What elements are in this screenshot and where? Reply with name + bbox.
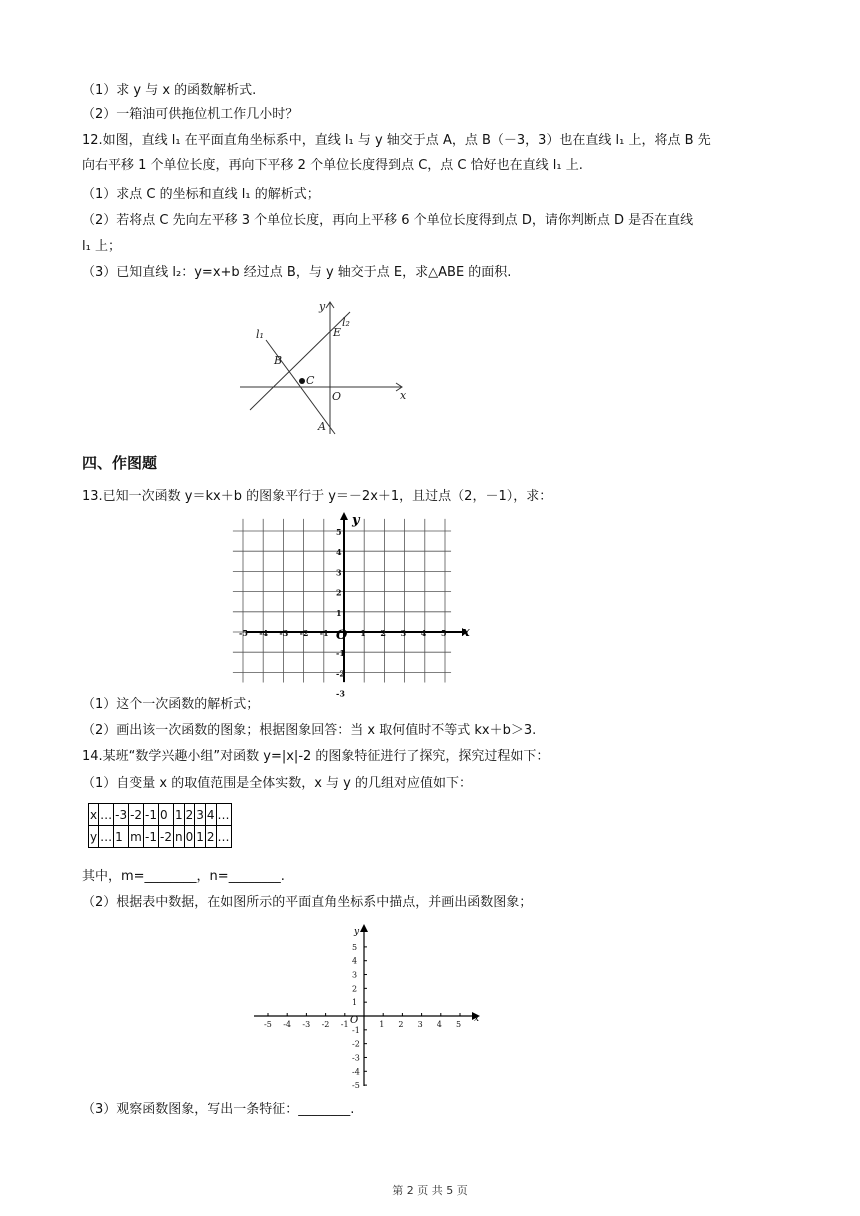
table-cell: 0 (159, 804, 174, 826)
x-label: x (400, 389, 407, 402)
y-tick-label: 3 (352, 970, 358, 980)
x-tick-label: -3 (302, 1020, 311, 1029)
x-tick-label: -5 (264, 1020, 272, 1029)
table-cell: 1 (195, 826, 206, 848)
l2-label: l₂ (342, 316, 350, 329)
x-tick-label: -4 (283, 1020, 291, 1029)
table-cell: -1 (144, 804, 159, 826)
table-cell: … (216, 804, 231, 826)
table-cell: m (129, 826, 144, 848)
q12-stem-line1: 12.如图，直线 l₁ 在平面直角坐标系中，直线 l₁ 与 y 轴交于点 A，点 B（－3，3）也在直线 l₁ 上，将点 B 先 (82, 133, 711, 148)
y-tick-label: 1 (352, 998, 358, 1008)
x-tick-label: -2 (299, 628, 309, 638)
table-cell: -2 (129, 804, 144, 826)
q12-stem-line2: 向右平移 1 个单位长度，再向下平移 2 个单位长度得到点 C，点 C 恰好也在直线 l₁ 上. (82, 158, 583, 173)
table-cell: 4 (205, 804, 216, 826)
x-tick-label: -1 (319, 628, 329, 638)
y-tick-label: 2 (336, 587, 342, 598)
q13-part1: （1）这个一次函数的解析式； (82, 697, 260, 712)
table-cell: 1 (173, 804, 184, 826)
y-tick-label: -1 (336, 648, 345, 659)
q12-part1: （1）求点 C 的坐标和直线 l₁ 的解析式； (82, 187, 320, 202)
x-tick-label: 2 (398, 1020, 404, 1029)
y-label: y (352, 513, 360, 528)
x-label: x (462, 625, 470, 640)
y-tick-label: -2 (336, 668, 345, 679)
q14-blanks: 其中，m=________，n=________. (82, 869, 285, 884)
q12-part2-line1: （2）若将点 C 先向左平移 3 个单位长度，再向上平移 6 个单位长度得到点 D，请你判断点 D 是否在直线 (82, 213, 694, 228)
q14-axes (248, 922, 484, 1090)
x-tick-label: 5 (441, 628, 447, 638)
q14-part2: （2）根据表中数据，在如图所示的平面直角坐标系中描点，并画出函数图象； (82, 895, 533, 910)
q12-part2-line2: l₁ 上； (82, 239, 121, 254)
x-tick-label: 2 (380, 628, 386, 638)
section-title: 四、作图题 (82, 454, 158, 472)
table-row-x (89, 804, 232, 826)
y-tick-label: -2 (352, 1039, 360, 1049)
origin-label: O (350, 1015, 359, 1026)
y-label: y (319, 300, 326, 313)
q12-figure (232, 298, 412, 438)
x-label: x (474, 1014, 480, 1024)
y-tick-label: 2 (352, 984, 358, 994)
q13-part2: （2）画出该一次函数的图象；根据图象回答：当 x 取何值时不等式 kx＋b＞3. (82, 723, 537, 738)
table-cell: 0 (184, 826, 195, 848)
x-tick-label: 4 (420, 628, 427, 638)
x-tick-label: -3 (279, 628, 289, 638)
l1-label: l₁ (256, 328, 264, 341)
x-tick-label: 4 (436, 1020, 442, 1029)
q14-part3: （3）观察函数图象，写出一条特征：________. (82, 1102, 355, 1117)
table-cell: … (99, 826, 114, 848)
table-cell: 2 (205, 826, 216, 848)
point-e-label: E (333, 326, 342, 339)
y-tick-label: 4 (336, 547, 342, 558)
y-tick-label: 1 (336, 607, 342, 618)
y-axis-arrow (360, 924, 368, 932)
y-tick-label: -4 (352, 1067, 360, 1077)
y-tick-label: 3 (336, 567, 342, 578)
table-cell: 2 (184, 804, 195, 826)
y-tick-label: 4 (352, 956, 358, 966)
y-tick-label: -3 (352, 1053, 360, 1063)
q13-grid (239, 512, 476, 699)
value-table (88, 803, 232, 848)
origin-label: O (336, 628, 348, 643)
y-tick-label: -1 (352, 1025, 360, 1035)
y-label: y (354, 927, 360, 937)
q14-stem: 14.某班“数学兴趣小组”对函数 y=|x|-2 的图象特征进行了探究，探究过程如下： (82, 749, 550, 764)
y-tick-label: 5 (336, 527, 342, 537)
x-tick-label: -2 (321, 1020, 330, 1029)
y-tick-label: 5 (352, 942, 358, 952)
point-a-label: A (318, 420, 326, 433)
table-cell: -2 (159, 826, 174, 848)
origin-label: O (332, 390, 342, 403)
x-tick-label: 1 (379, 1020, 385, 1029)
x-tick-label: -5 (239, 628, 248, 638)
table-cell: … (99, 804, 114, 826)
q12-part3: （3）已知直线 l₂：y=x+b 经过点 B，与 y 轴交于点 E，求△ABE 的面积. (82, 265, 512, 280)
page-footer: 第 2 页 共 5 页 (392, 1184, 468, 1197)
x-tick-label: -4 (259, 628, 269, 638)
table-cell: … (216, 826, 231, 848)
point-c-dot (299, 378, 305, 384)
point-c-label: C (306, 374, 315, 387)
q13-stem: 13.已知一次函数 y＝kx＋b 的图象平行于 y＝－2x＋1，且过点（2，－1），求： (82, 489, 553, 504)
point-b-label: B (274, 354, 283, 367)
y-tick-label: -5 (352, 1081, 360, 1091)
table-cell: -3 (114, 804, 129, 826)
x-tick-label: -1 (340, 1020, 349, 1029)
q11-part2: （2）一箱油可供拖位机工作几小时？ (82, 107, 299, 122)
table-row-y (89, 826, 232, 848)
y-axis-arrow (340, 512, 348, 520)
x-tick-label: 3 (400, 628, 407, 638)
table-cell: 3 (195, 804, 206, 826)
y-tick-label: -3 (336, 688, 345, 699)
q14-part1: （1）自变量 x 的取值范围是全体实数，x 与 y 的几组对应值如下： (82, 776, 473, 791)
table-cell: x (89, 804, 99, 826)
table-cell: n (173, 826, 184, 848)
table-cell: y (89, 826, 99, 848)
table-cell: -1 (144, 826, 159, 848)
x-tick-label: 5 (456, 1020, 462, 1029)
x-tick-label: 3 (417, 1020, 423, 1029)
q11-part1: （1）求 y 与 x 的函数解析式. (82, 83, 257, 98)
x-tick-label: 1 (360, 628, 366, 638)
table-cell: 1 (114, 826, 129, 848)
